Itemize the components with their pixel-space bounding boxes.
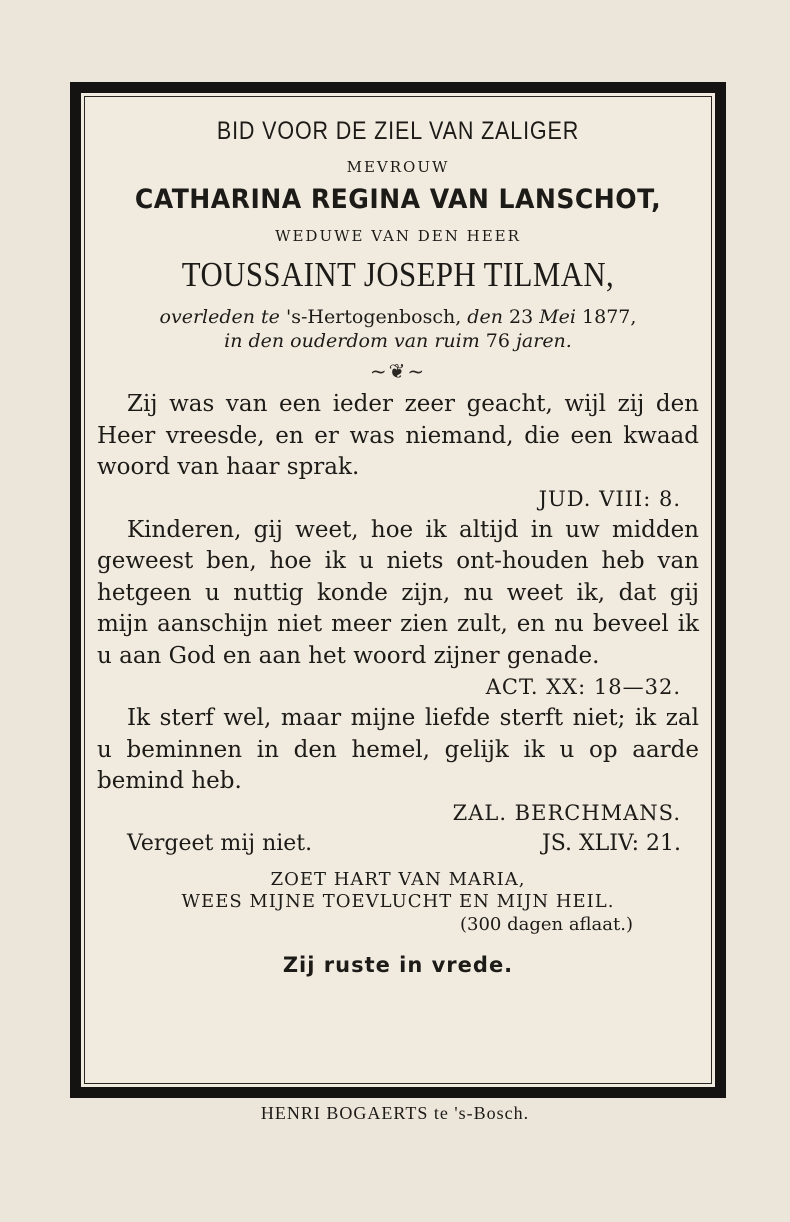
death-details: [93, 305, 703, 353]
death-place: 's-Hertogenbosch,: [279, 306, 468, 328]
card-header: BID VOOR DE ZIEL VAN ZALIGER: [216, 117, 580, 145]
verse-1: [93, 389, 703, 484]
age-number: 76: [479, 330, 517, 352]
closing-ref: JS. XLIV: 21.: [541, 830, 681, 856]
memorial-card: [70, 82, 726, 1098]
verse-3-ref: ZAL. BERCHMANS.: [452, 800, 681, 825]
printer-credit: HENRI BOGAERTS te 's-Bosch.: [260, 1103, 530, 1123]
verse-2-ref: ACT. XX: 18—32.: [485, 675, 681, 699]
card-content: [93, 107, 703, 1077]
closing-left: Vergeet mij niet.: [127, 830, 313, 856]
widow-of-label: WEDUWE VAN DEN HEER: [275, 227, 521, 245]
verse-1-text: Zij was van een ieder zeer geacht, wijl zij den Heer vreesde, en er was niemand, die een kwaad woord van haar sprak.: [97, 391, 699, 480]
prayer-line-2: WEES MIJNE TOEVLUCHT EN MIJN HEIL.: [181, 890, 615, 912]
ornament-divider: ~❦~: [369, 359, 427, 383]
verse-3-text: Ik sterf wel, maar mijne liefde sterft niet; ik zal u beminnen in den hemel, gelijk ik u op aarde bemind heb.: [97, 705, 699, 794]
verse-2: [93, 515, 703, 673]
death-text-1: overleden te: [159, 306, 280, 328]
age-unit: jaren.: [516, 330, 572, 352]
age-text: in den ouderdom van ruim: [224, 330, 480, 352]
death-day: 23: [502, 306, 540, 328]
rest-in-peace: Zij ruste in vrede.: [282, 952, 514, 977]
prayer: [93, 869, 703, 913]
deceased-name: CATHARINA REGINA VAN LANSCHOT,: [134, 184, 662, 215]
death-year: 1877,: [576, 306, 637, 328]
death-text-2: den: [467, 306, 503, 328]
verse-2-text: Kinderen, gij weet, hoe ik altijd in uw midden geweest ben, hoe ik u niets ont-houden heb van hetgeen u nuttig konde zijn, nu weet ik, dat gij mijn aanschijn niet meer zien zult, en nu beveel ik u aan God en aan het woord zijner genade.: [97, 516, 699, 669]
title-word: MEVROUW: [346, 158, 450, 176]
verse-3: [93, 703, 703, 798]
prayer-line-1: ZOET HART VAN MARIA,: [270, 868, 526, 890]
husband-name: TOUSSAINT JOSEPH TILMAN,: [181, 255, 615, 294]
death-month: Mei: [539, 306, 576, 328]
closing-line: [93, 829, 703, 859]
verse-1-ref: JUD. VIII: 8.: [538, 486, 681, 511]
indulgence-note: (300 dagen aflaat.): [459, 913, 633, 935]
